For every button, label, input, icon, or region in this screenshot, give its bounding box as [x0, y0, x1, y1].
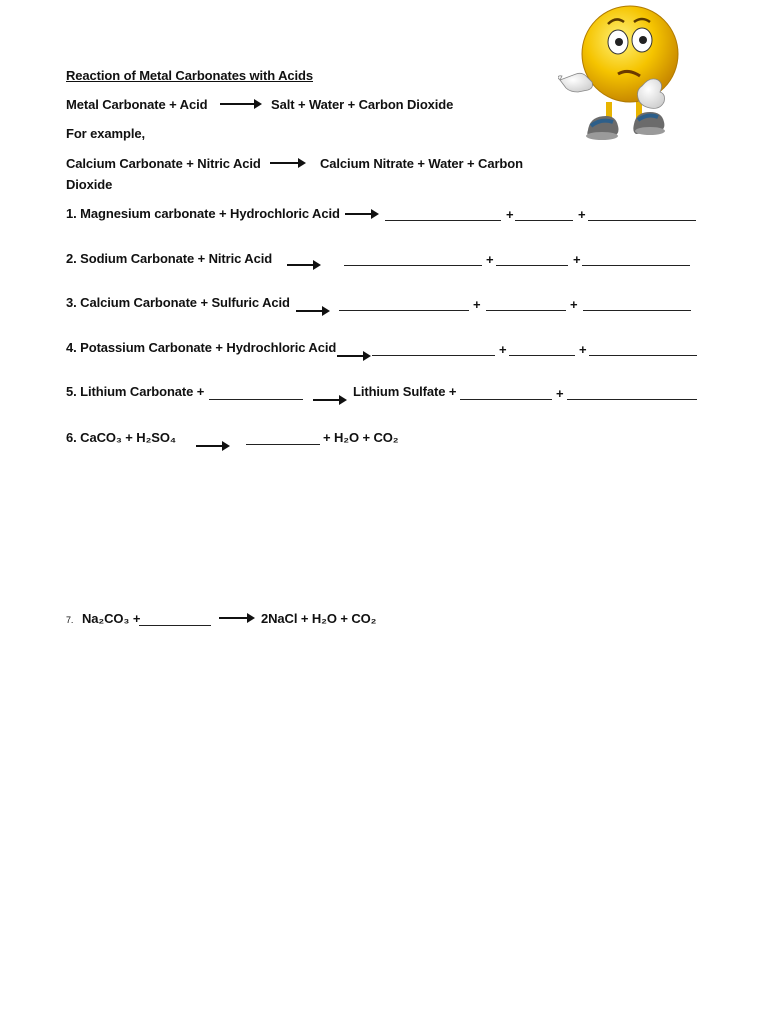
- plus-sign: +: [473, 297, 481, 312]
- plus-sign: +: [486, 252, 494, 267]
- general-equation-left: Metal Carbonate + Acid: [66, 97, 208, 112]
- confused-emoji-mascot-icon: [558, 2, 688, 152]
- plus-sign: +: [499, 342, 507, 357]
- question-4-answer-blank[interactable]: [509, 355, 575, 356]
- question-5-answer-blank[interactable]: [567, 399, 697, 400]
- question-5-answer-blank[interactable]: [209, 399, 303, 400]
- example-equation-continued: Dioxide: [66, 177, 113, 192]
- question-5-answer-blank[interactable]: [460, 399, 552, 400]
- worksheet-title: Reaction of Metal Carbonates with Acids: [66, 68, 313, 83]
- question-3-answer-blank[interactable]: [583, 310, 691, 311]
- question-6-products: + H₂O + CO₂: [323, 430, 399, 445]
- question-1-text: 1. Magnesium carbonate + Hydrochloric Acid: [66, 206, 340, 221]
- question-3-answer-blank[interactable]: [486, 310, 566, 311]
- example-equation-left: Calcium Carbonate + Nitric Acid: [66, 156, 261, 171]
- question-1-answer-blank[interactable]: [515, 220, 573, 221]
- plus-sign: +: [573, 252, 581, 267]
- question-7-text: Na₂CO₃ +: [82, 611, 141, 626]
- question-7-number: 7.: [66, 615, 74, 625]
- reaction-arrow-icon: [219, 613, 255, 623]
- reaction-arrow-icon: [220, 99, 262, 109]
- question-6-text: 6. CaCO₃ + H₂SO₄: [66, 430, 176, 445]
- example-label: For example,: [66, 126, 145, 141]
- plus-sign: +: [570, 297, 578, 312]
- reaction-arrow-icon: [313, 395, 347, 405]
- question-7-answer-blank[interactable]: [139, 625, 211, 626]
- question-5-product: Lithium Sulfate +: [353, 384, 457, 399]
- question-2-answer-blank[interactable]: [344, 265, 482, 266]
- reaction-arrow-icon: [196, 441, 230, 451]
- plus-sign: +: [579, 342, 587, 357]
- question-3-text: 3. Calcium Carbonate + Sulfuric Acid: [66, 295, 290, 310]
- question-6-answer-blank[interactable]: [246, 444, 320, 445]
- question-2-answer-blank[interactable]: [582, 265, 690, 266]
- question-1-answer-blank[interactable]: [588, 220, 696, 221]
- general-equation-right: Salt + Water + Carbon Dioxide: [271, 97, 454, 112]
- question-4-text: 4. Potassium Carbonate + Hydrochloric Acid: [66, 340, 337, 355]
- question-7-products: 2NaCl + H₂O + CO₂: [261, 611, 377, 626]
- question-4-answer-blank[interactable]: [589, 355, 697, 356]
- plus-sign: +: [556, 386, 564, 401]
- reaction-arrow-icon: [337, 351, 371, 361]
- question-3-answer-blank[interactable]: [339, 310, 469, 311]
- plus-sign: +: [578, 207, 586, 222]
- question-2-answer-blank[interactable]: [496, 265, 568, 266]
- reaction-arrow-icon: [270, 158, 306, 168]
- question-4-answer-blank[interactable]: [372, 355, 495, 356]
- reaction-arrow-icon: [296, 306, 330, 316]
- reaction-arrow-icon: [345, 209, 381, 219]
- question-1-answer-blank[interactable]: [385, 220, 501, 221]
- question-2-text: 2. Sodium Carbonate + Nitric Acid: [66, 251, 273, 266]
- example-equation-right: Calcium Nitrate + Water + Carbon: [320, 156, 523, 171]
- question-5-text: 5. Lithium Carbonate +: [66, 384, 205, 399]
- reaction-arrow-icon: [287, 260, 321, 270]
- plus-sign: +: [506, 207, 514, 222]
